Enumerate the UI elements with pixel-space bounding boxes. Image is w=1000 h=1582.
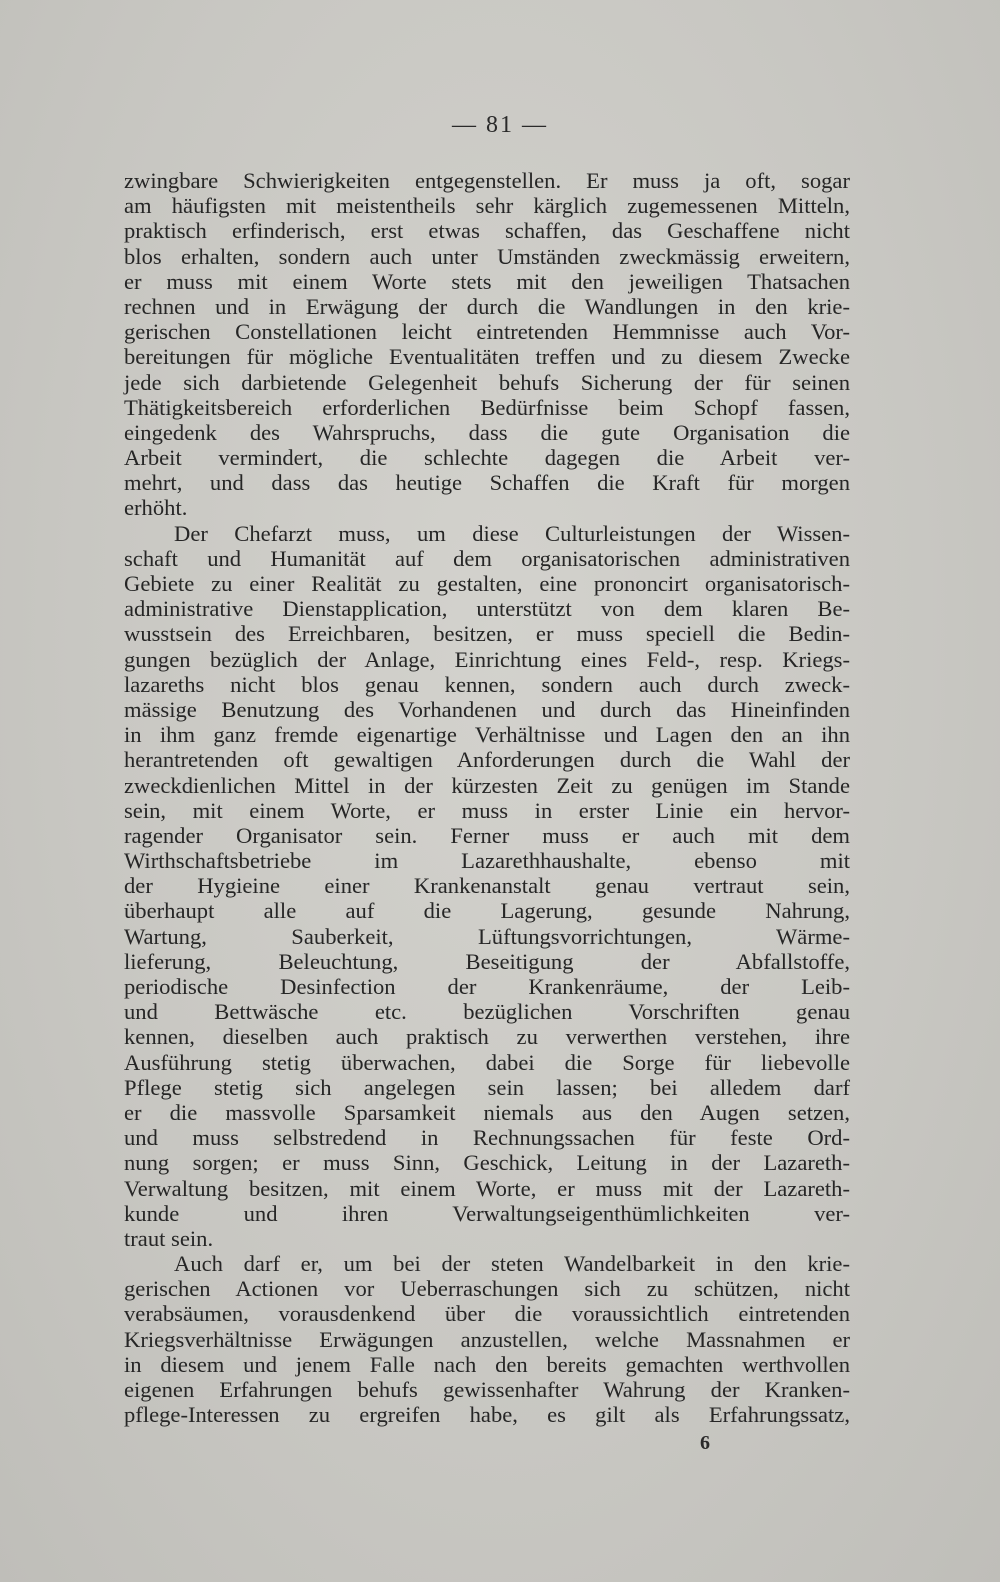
text-line: gerischen Constellationen leicht eintretenden Hemmnisse auch Vor-: [124, 319, 850, 345]
text-line: administrative Dienstapplication, unterstützt von dem klaren Be-: [124, 596, 850, 622]
text-line: Der Chefarzt muss, um diese Culturleistungen der Wissen-: [174, 520, 850, 546]
text-line: gerischen Actionen vor Ueberraschungen sich zu schützen, nicht: [124, 1276, 850, 1302]
body-text: [124, 168, 850, 1427]
text-line: Kriegsverhältnisse Erwägungen anzustellen, welche Massnahmen er: [124, 1326, 850, 1352]
text-line: Thätigkeitsbereich erforderlichen Bedürfnisse beim Schopf fassen,: [124, 394, 850, 420]
text-line: verabsäumen, vorausdenkend über die voraussichtlich eintretenden: [124, 1301, 850, 1327]
text-line: und muss selbstredend in Rechnungssachen für feste Ord-: [124, 1125, 850, 1151]
text-line: Verwaltung besitzen, mit einem Worte, er muss mit der Lazareth-: [124, 1175, 850, 1201]
signature-mark: 6: [700, 1432, 710, 1454]
text-line: Wirthschaftsbetriebe im Lazarethhaushalte, ebenso mit: [124, 848, 850, 874]
text-line: traut sein.: [124, 1225, 214, 1251]
text-line: eigenen Erfahrungen behufs gewissenhafter Wahrung der Kranken-: [124, 1377, 850, 1402]
text-line: er muss mit einem Worte stets mit den jeweiligen Thatsachen: [124, 268, 850, 294]
text-line: zweckdienlichen Mittel in der kürzesten Zeit zu genügen im Stande: [124, 772, 850, 798]
text-line: Auch darf er, um bei der steten Wandelbarkeit in den krie-: [174, 1251, 850, 1277]
text-line: Wartung, Sauberkeit, Lüftungsvorrichtungen, Wärme-: [124, 923, 850, 949]
text-line: jede sich darbietende Gelegenheit behufs Sicherung der für seinen: [124, 369, 850, 395]
text-line: eingedenk des Wahrspruchs, dass die gute Organisation die: [124, 419, 850, 445]
text-line: in ihm ganz fremde eigenartige Verhältnisse und Lagen den an ihn: [124, 722, 850, 748]
text-line: Ausführung stetig überwachen, dabei die Sorge für liebevolle: [124, 1049, 850, 1075]
text-line: herantretenden oft gewaltigen Anforderungen durch die Wahl der: [124, 747, 850, 773]
text-line: mässige Benutzung des Vorhandenen und durch das Hineinfinden: [124, 696, 850, 722]
text-line: sein, mit einem Worte, er muss in erster Linie ein hervor-: [124, 797, 850, 823]
text-line: Arbeit vermindert, die schlechte dagegen die Arbeit ver-: [124, 445, 850, 471]
text-line: erhöht.: [124, 495, 188, 521]
text-line: zwingbare Schwierigkeiten entgegenstellen. Er muss ja oft, sogar: [124, 168, 850, 193]
text-line: wusstsein des Erreichbaren, besitzen, er muss speciell die Bedin-: [124, 621, 850, 647]
text-line: bereitungen für mögliche Eventualitäten treffen und zu diesem Zwecke: [124, 344, 850, 370]
text-line: gungen bezüglich der Anlage, Einrichtung eines Feld-, resp. Kriegs-: [124, 646, 850, 672]
text-line: periodische Desinfection der Krankenräume, der Leib-: [124, 974, 850, 999]
text-line: praktisch erfinderisch, erst etwas schaffen, das Geschaffene nicht: [124, 218, 850, 244]
text-line: rechnen und in Erwägung der durch die Wandlungen in den krie-: [124, 293, 850, 319]
text-line: am häufigsten mit meistentheils sehr kärglich zugemessenen Mitteln,: [124, 193, 850, 219]
text-line: überhaupt alle auf die Lagerung, gesunde Nahrung,: [124, 898, 850, 924]
text-line: blos erhalten, sondern auch unter Umständen zweckmässig erweitern,: [124, 243, 850, 269]
text-line: nung sorgen; er muss Sinn, Geschick, Leitung in der Lazareth-: [124, 1150, 850, 1176]
text-line: kunde und ihren Verwaltungseigenthümlichkeiten ver-: [124, 1200, 850, 1226]
text-line: in diesem und jenem Falle nach den bereits gemachten werthvollen: [124, 1351, 850, 1377]
text-line: lieferung, Beleuchtung, Beseitigung der Abfallstoffe,: [124, 948, 850, 974]
text-line: Pflege stetig sich angelegen sein lassen; bei alledem darf: [124, 1074, 850, 1100]
text-line: kennen, dieselben auch praktisch zu verwerthen verstehen, ihre: [124, 1024, 850, 1050]
text-line: und Bettwäsche etc. bezüglichen Vorschriften genau: [124, 999, 850, 1025]
page-number: — 81 —: [452, 112, 548, 138]
text-line: pflege-Interessen zu ergreifen habe, es gilt als Erfahrungssatz,: [124, 1402, 850, 1428]
text-line: Gebiete zu einer Realität zu gestalten, eine prononcirt organisatorisch-: [124, 571, 850, 596]
text-line: lazareths nicht blos genau kennen, sondern auch durch zweck-: [124, 671, 850, 697]
text-line: mehrt, und dass das heutige Schaffen die Kraft für morgen: [124, 470, 850, 496]
text-line: er die massvolle Sparsamkeit niemals aus den Augen setzen,: [124, 1099, 850, 1125]
text-line: der Hygieine einer Krankenanstalt genau vertraut sein,: [124, 873, 850, 899]
text-line: schaft und Humanität auf dem organisatorischen administrativen: [124, 545, 850, 571]
text-line: ragender Organisator sein. Ferner muss er auch mit dem: [124, 822, 850, 848]
